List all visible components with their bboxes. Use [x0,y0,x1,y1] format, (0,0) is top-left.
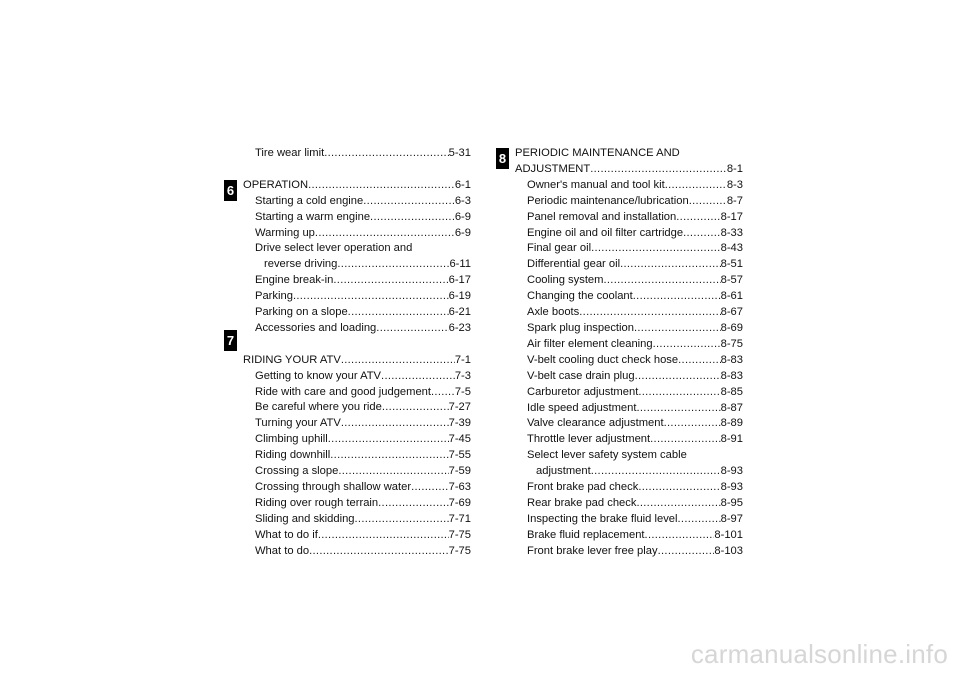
toc-entry-title: Differential gear oil [527,258,621,271]
toc-entry-page: 7-71 [448,512,471,525]
toc-entry[interactable] [515,178,743,194]
toc-entry-page: 8-57 [720,274,743,287]
toc-entry[interactable] [243,400,471,416]
toc-entry-title: Owner's manual and tool kit [527,178,665,191]
toc-entry-title: adjustment [536,465,591,478]
toc-entry-title: Front brake pad check [527,481,639,494]
toc-entry-page: 8-61 [720,290,743,303]
toc-entry-title: Riding over rough terrain [255,496,379,509]
toc-entry-page: 6-21 [448,306,471,319]
toc-entry-title: Spark plug inspection [527,321,634,334]
toc-entry-page: 6-11 [449,258,471,271]
toc-entry[interactable] [243,257,471,273]
toc-entry[interactable] [243,496,471,512]
toc-entry-page: 8-17 [720,210,743,223]
toc-entry[interactable] [243,544,471,560]
toc-entry-title: RIDING YOUR ATV [243,353,341,366]
toc-entry-page: 6-1 [454,178,471,191]
toc-entry[interactable] [243,226,471,242]
toc-entry[interactable] [515,401,743,417]
toc-entry[interactable] [243,273,471,289]
toc-entry[interactable] [515,210,743,226]
toc-entry-page: 8-95 [720,496,743,509]
toc-entry-title: Axle boots [527,306,580,319]
toc-entry-page: 7-27 [448,401,471,414]
toc-entry-page: 8-85 [720,385,743,398]
toc-entry-title: reverse driving [264,258,338,271]
toc-entry-title: Carburetor adjustment [527,385,639,398]
toc-entry-page: 8-93 [720,481,743,494]
toc-entry-page: 7-1 [454,353,471,366]
toc-entry-title: Riding downhill [255,449,331,462]
toc-entry-page: 6-23 [448,321,471,334]
toc-entry[interactable] [515,544,743,560]
toc-section-heading[interactable] [243,353,471,369]
toc-entry[interactable] [243,321,471,337]
toc-entry-page: 7-75 [448,544,471,557]
toc-entry[interactable] [243,385,471,401]
toc-entry-title: ADJUSTMENT [515,162,591,175]
toc-entry-title: Air filter element cleaning [527,337,653,350]
toc-section-heading[interactable] [515,162,743,178]
toc-entry-page: 6-17 [448,274,471,287]
toc-entry-page: 8-103 [714,544,743,557]
toc-entry[interactable] [515,432,743,448]
toc-entry[interactable] [515,273,743,289]
toc-entry-title: What to do if [255,528,318,541]
toc-entry[interactable] [515,226,743,242]
toc-entry-title: Starting a cold engine [255,194,364,207]
toc-entry-title: Brake fluid replacement [527,528,645,541]
toc-entry[interactable] [515,464,743,480]
toc-entry-title: OPERATION [243,178,309,191]
toc-entry-page: 8-97 [720,512,743,525]
toc-entry-title: Parking [255,290,293,303]
toc-entry-page: 8-43 [720,242,743,255]
toc-entry-page: 6-9 [454,226,471,239]
toc-entry-page: 7-69 [448,496,471,509]
toc-entry-page: 7-55 [448,449,471,462]
toc-entry-title: V-belt cooling duct check hose [527,353,679,366]
toc-entry-page: 7-63 [448,481,471,493]
toc-entry[interactable] [515,385,743,401]
toc-entry-page: 7-39 [448,417,471,430]
toc-entry-title: Parking on a slope [255,306,348,319]
site-watermark: carmanualsonline.info [690,639,948,669]
toc-entry-title: Accessories and loading [255,321,377,334]
toc-entry-title: Periodic maintenance/lubrication [527,194,689,207]
toc-entry-page: 5-31 [448,147,471,159]
toc-entry[interactable] [515,337,743,353]
toc-entry[interactable] [515,321,743,337]
toc-right-column [515,146,743,560]
toc-entry-title: Starting a warm engine [255,210,371,223]
toc-entry-page: 8-3 [726,178,743,191]
toc-entry-page: 7-45 [448,433,471,446]
toc-entry-page: 7-5 [454,385,471,398]
toc-entry-page: 7-59 [448,465,471,478]
toc-entry[interactable] [515,512,743,528]
toc-entry[interactable] [243,528,471,544]
toc-entry-page: 8-91 [720,433,743,446]
toc-entry-page: 8-7 [726,194,743,207]
section-tab-7: 7 [224,330,237,351]
toc-entry[interactable] [243,210,471,226]
toc-entry-title: Getting to know your ATV [255,369,382,382]
toc-entry-title: Inspecting the brake fluid level [527,512,678,525]
toc-entry-page: 6-9 [454,210,471,223]
toc-entry[interactable] [243,146,471,162]
toc-entry[interactable] [515,194,743,210]
toc-entry-page: 8-1 [726,162,743,175]
toc-entry-title: V-belt case drain plug [527,369,635,382]
toc-entry[interactable] [515,241,743,257]
toc-entry-title: Engine oil and oil filter cartridge [527,226,684,239]
toc-entry[interactable] [243,289,471,305]
toc-entry-page: 8-93 [720,465,743,478]
toc-entry-title: Idle speed adjustment [527,401,637,414]
toc-entry-title: Rear brake pad check [527,496,637,509]
toc-entry-page: 8-33 [720,226,743,239]
toc-left-column [243,146,471,560]
toc-entry-title: Climbing uphill [255,433,328,446]
toc-entry[interactable] [515,480,743,496]
toc-entry-page: 8-69 [720,321,743,334]
toc-entry-title: Ride with care and good judgement [255,385,432,398]
toc-entry-page: 8-51 [720,258,743,271]
toc-entry[interactable] [515,353,743,369]
toc-section-heading[interactable] [243,178,471,194]
toc-entry-title: Crossing a slope [255,465,339,478]
toc-entry-title: Valve clearance adjustment [527,417,664,430]
toc-entry-title: What to do [255,544,310,557]
toc-entry-page: 8-101 [714,528,743,541]
toc-entry-title: Engine break-in [255,274,334,287]
toc-entry-page: 6-3 [454,194,471,207]
toc-entry-title: Front brake lever free play [527,544,658,557]
toc-entry[interactable] [243,480,471,496]
toc-entry[interactable] [515,305,743,321]
toc-entry-title: Be careful where you ride [255,401,382,414]
toc-section-heading-line: PERIODIC MAINTENANCE AND [515,147,680,159]
toc-entry[interactable] [243,432,471,448]
toc-entry[interactable] [243,512,471,528]
toc-entry[interactable] [243,416,471,432]
toc-entry-page: 8-75 [720,337,743,350]
toc-entry-title: Warming up [255,226,315,239]
toc-entry-title: Cooling system [527,274,604,287]
toc-entry[interactable] [515,257,743,273]
toc-entry-title-line: Select lever safety system cable [527,449,687,462]
toc-entry-title: Panel removal and installation [527,210,677,223]
toc-entry[interactable] [243,369,471,385]
toc-entry-title: Changing the coolant [527,290,633,303]
toc-entry-title: Final gear oil [527,242,592,255]
toc-entry-page: 8-83 [720,353,743,366]
toc-entry[interactable] [515,528,743,544]
toc-entry-page: 8-89 [720,417,743,430]
toc-entry-page: 8-83 [720,369,743,382]
toc-entry-title: Sliding and skidding [255,512,355,525]
toc-entry-page: 7-75 [448,528,471,541]
toc-entry-title: Turning your ATV [255,417,341,430]
toc-entry[interactable] [243,194,471,210]
toc-entry[interactable] [243,448,471,464]
toc-entry[interactable] [243,305,471,321]
toc-entry[interactable] [515,416,743,432]
toc-entry-page: 8-67 [720,306,743,319]
toc-entry-title: Crossing through shallow water [255,481,412,493]
toc-entry[interactable] [515,496,743,512]
toc-entry-page: 8-87 [720,401,743,414]
toc-entry[interactable] [515,369,743,385]
toc-entry[interactable] [243,464,471,480]
toc-entry-page: 7-3 [454,369,471,382]
section-tab-8: 8 [496,148,509,169]
toc-entry[interactable] [515,289,743,305]
section-tab-6: 6 [224,180,237,201]
toc-entry-title: Throttle lever adjustment [527,433,651,446]
toc-entry-title: Tire wear limit [255,147,325,159]
toc-entry-page: 6-19 [448,290,471,303]
toc-entry-title-line: Drive select lever operation and [255,242,413,255]
